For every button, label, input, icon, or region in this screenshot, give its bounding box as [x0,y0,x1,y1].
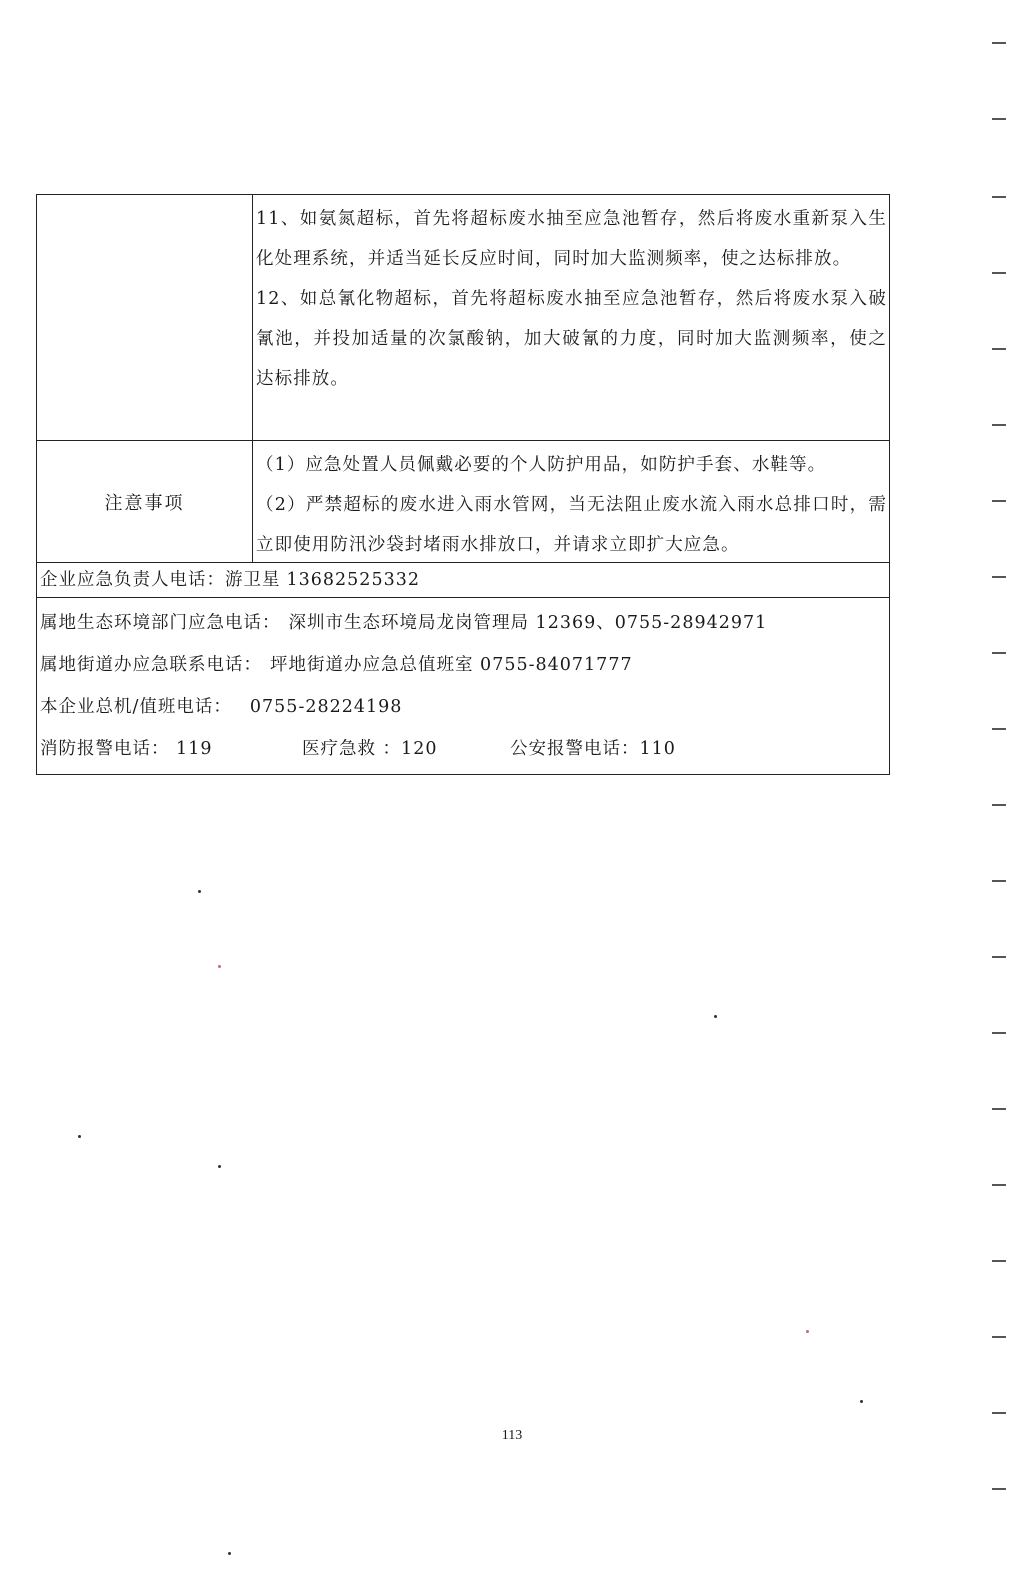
switchboard-contact-label: 本企业总机/值班电话： [40,697,232,717]
switchboard-contact-line [40,686,886,728]
street-contact-label: 属地街道办应急联系电话： [40,655,262,675]
scan-speck [198,890,201,893]
street-contact-value: 坪地街道办应急总值班室 0755-84071777 [270,655,633,675]
page-number: 113 [501,1428,523,1443]
contacts-row [37,598,889,774]
enterprise-contact-name: 游卫星 [225,570,281,590]
scan-speck [228,1552,231,1555]
enterprise-contact-label: 企业应急负责人电话： [40,570,225,590]
measure-item-11: 11、如氨氮超标，首先将超标废水抽至应急池暂存，然后将废水重新泵入生化处理系统，并适当延长反应时间，同时加大监测频率，使之达标排放。 [256,209,887,269]
enterprise-contact-phone: 13682525332 [286,570,420,590]
note-item-2: （2）严禁超标的废水进入雨水管网，当无法阻止废水流入雨水总排口时，需立即使用防汛沙袋封堵雨水排放口，并请求立即扩大应急。 [256,495,887,555]
eco-contact-label: 属地生态环境部门应急电话： [40,613,281,633]
fire-hotline: 消防报警电话： 119 [40,739,213,759]
measures-row [37,195,889,441]
measure-item-12: 12、如总氰化物超标，首先将超标废水抽至应急池暂存，然后将废水泵入破氰池，并投加适量的次氯酸钠，加大破氰的力度，同时加大监测频率，使之达标排放。 [256,289,887,389]
street-contact-line [40,644,886,686]
scan-speck [218,965,221,968]
enterprise-contact-row [37,563,889,598]
emergency-table [36,194,890,775]
scan-speck [218,1165,221,1168]
notes-label: 注意事项 [37,441,253,562]
scan-edge-marks [988,0,1006,1584]
scan-speck [860,1400,863,1403]
eco-contact-value: 深圳市生态环境局龙岗管理局 12369、0755-28942971 [288,613,768,633]
notes-content-cell [253,441,889,562]
eco-contact-line [40,602,886,644]
switchboard-contact-value: 0755-28224198 [249,697,403,717]
medical-hotline: 医疗急救 ：120 [302,739,438,759]
measures-label-cell [37,195,253,440]
notes-row [37,441,889,563]
scan-speck [806,1330,809,1333]
hotline-line [40,728,886,770]
note-item-1: （1）应急处置人员佩戴必要的个人防护用品，如防护手套、水鞋等。 [256,455,827,475]
measures-content-cell [253,195,889,440]
scan-speck [714,1015,717,1018]
police-hotline: 公安报警电话：110 [510,739,676,759]
scan-speck [78,1135,81,1138]
